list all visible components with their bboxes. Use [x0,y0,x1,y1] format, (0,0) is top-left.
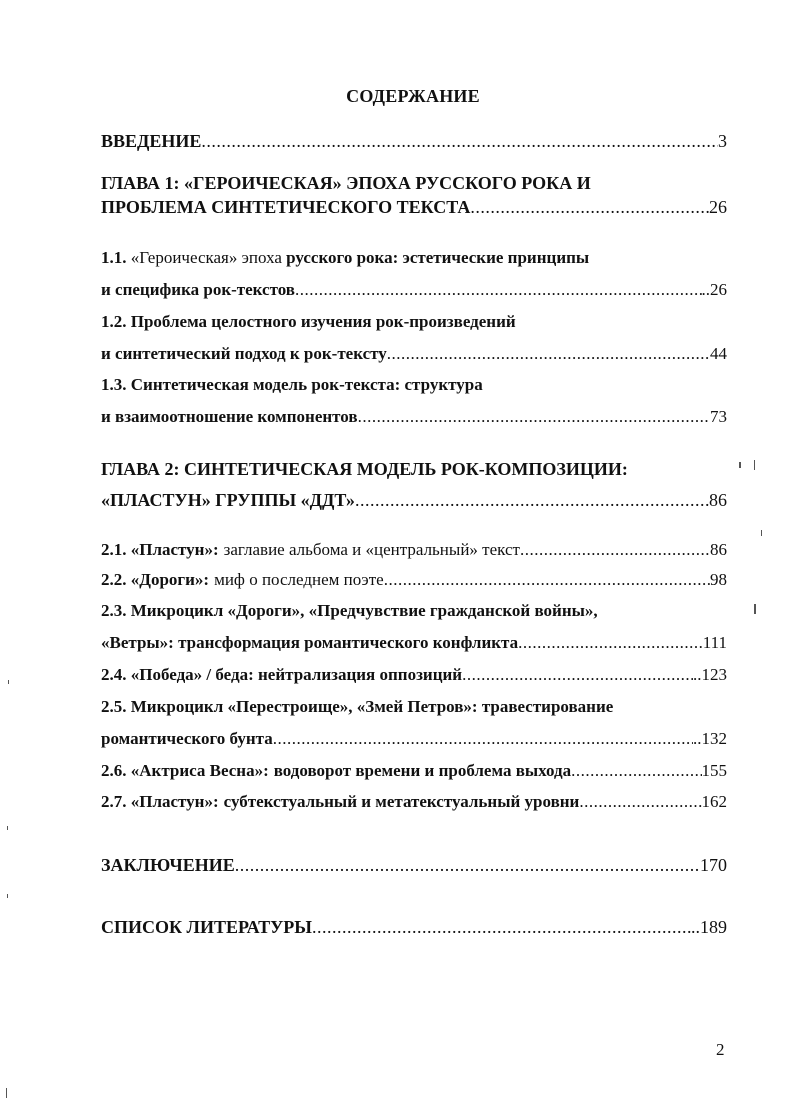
toc-page-number: 162 [701,792,727,811]
toc-page-number: 26 [709,197,727,217]
toc-section-2-4 [101,662,727,688]
scan-speck [7,826,8,830]
toc-entry-label: ВВЕДЕНИЕ [101,131,202,151]
toc-page-number: 111 [702,633,727,652]
scan-speck [7,894,8,898]
toc-page-number: ..123 [693,665,727,684]
page-title: СОДЕРЖАНИЕ [346,86,480,106]
toc-section-2-2 [101,567,727,593]
section-text: «Героическая» [130,248,238,267]
toc-section-2-6 [101,758,727,784]
toc-leader-dots [273,726,693,752]
toc-page-number: 73 [710,407,727,426]
toc-leader-dots [571,758,701,784]
toc-section-1-3-line2 [101,404,727,430]
toc-entry-label: и специфика рок-текстов [101,280,295,299]
scan-speck [8,680,9,684]
toc-section-2-1 [101,537,727,563]
scan-speck [739,462,741,468]
toc-page-number: ..26 [701,280,727,299]
toc-section-1-2-line2 [101,341,727,367]
toc-leader-dots [295,277,702,303]
toc-section-2-7 [101,789,727,815]
section-number: 2.6. «Актриса Весна»: [101,761,269,780]
toc-entry-label: и синтетический подход к рок-тексту [101,344,387,363]
section-text: субтекстуальный и метатекстуальный уровни [223,792,580,811]
toc-leader-dots [518,630,703,656]
toc-leader-dots [579,789,701,815]
toc-entry-label: ЗАКЛЮЧЕНИЕ [101,855,235,875]
scan-speck [6,1088,7,1098]
toc-leader-dots [384,567,710,593]
toc-section-2-3-line1: 2.3. Микроцикл «Дороги», «Предчувствие гражданской войны», [101,601,598,620]
scan-speck [754,604,756,614]
toc-entry-label: «ПЛАСТУН» ГРУППЫ «ДДТ» [101,490,355,510]
section-number: 2.2. «Дороги»: [101,570,210,589]
toc-entry-label: и взаимоотношение компонентов [101,407,358,426]
toc-page-number: 86 [710,540,727,559]
toc-page-number: 170 [700,855,727,875]
section-text: миф о последнем поэте [214,570,384,589]
toc-section-1-1-line1 [101,245,727,271]
toc-entry-conclusion [101,852,727,878]
toc-chapter1-line2 [101,194,727,220]
section-number: 2.7. «Пластун»: [101,792,219,811]
toc-leader-dots [462,662,693,688]
toc-leader-dots [470,194,709,220]
scan-speck [754,460,755,470]
toc-section-2-5-line2 [101,726,727,752]
scan-speck [761,530,762,536]
toc-section-2-3-line2 [101,630,727,656]
toc-page-number: ..189 [691,917,727,937]
toc-section-1-1-line2 [101,277,727,303]
toc-entry-label: «Ветры»: трансформация романтического конфликта [101,633,519,652]
toc-chapter2-line1: ГЛАВА 2: СИНТЕТИЧЕСКАЯ МОДЕЛЬ РОК-КОМПОЗИЦИИ: [101,459,628,479]
toc-section-1-2-line1: 1.2. Проблема целостного изучения рок-произведений [101,312,516,331]
section-text: эпоха [241,248,282,267]
section-text: водоворот времени и проблема выхода [273,761,572,780]
toc-entry-label: ПРОБЛЕМА СИНТЕТИЧЕСКОГО ТЕКСТА [101,197,471,217]
section-number: 1.1. [101,248,127,267]
toc-leader-dots [201,128,718,154]
toc-leader-dots [235,852,700,878]
toc-entry-label: романтического бунта [101,729,273,748]
toc-leader-dots [355,487,709,513]
toc-chapter2-line2 [101,487,727,513]
toc-page-number: 44 [710,344,727,363]
toc-chapter1-line1: ГЛАВА 1: «ГЕРОИЧЕСКАЯ» ЭПОХА РУССКОГО РОКА И [101,173,591,193]
toc-page-number: 86 [709,490,727,510]
toc-entry-label: СПИСОК ЛИТЕРАТУРЫ [101,917,312,937]
toc-leader-dots [312,914,691,940]
toc-page-number: ..132 [693,729,727,748]
toc-entry-label: 2.4. «Победа» / беда: нейтрализация оппозиций [101,665,463,684]
toc-section-1-3-line1: 1.3. Синтетическая модель рок-текста: структура [101,375,483,394]
page-number: 2 [716,1040,725,1059]
toc-leader-dots [520,537,710,563]
toc-page-number: 155 [701,761,727,780]
toc-page-number: 3 [718,131,727,151]
toc-page-number: 98 [710,570,727,589]
section-text: заглавие альбома и «центральный» текст [223,540,520,559]
toc-entry-intro [101,128,727,154]
toc-leader-dots [358,404,710,430]
section-text: русского рока: эстетические принципы [286,248,590,267]
section-number: 2.1. «Пластун»: [101,540,219,559]
toc-section-2-5-line1: 2.5. Микроцикл «Перестроище», «Змей Петров»: травестирование [101,697,614,716]
toc-leader-dots [387,341,710,367]
toc-entry-references [101,914,727,940]
